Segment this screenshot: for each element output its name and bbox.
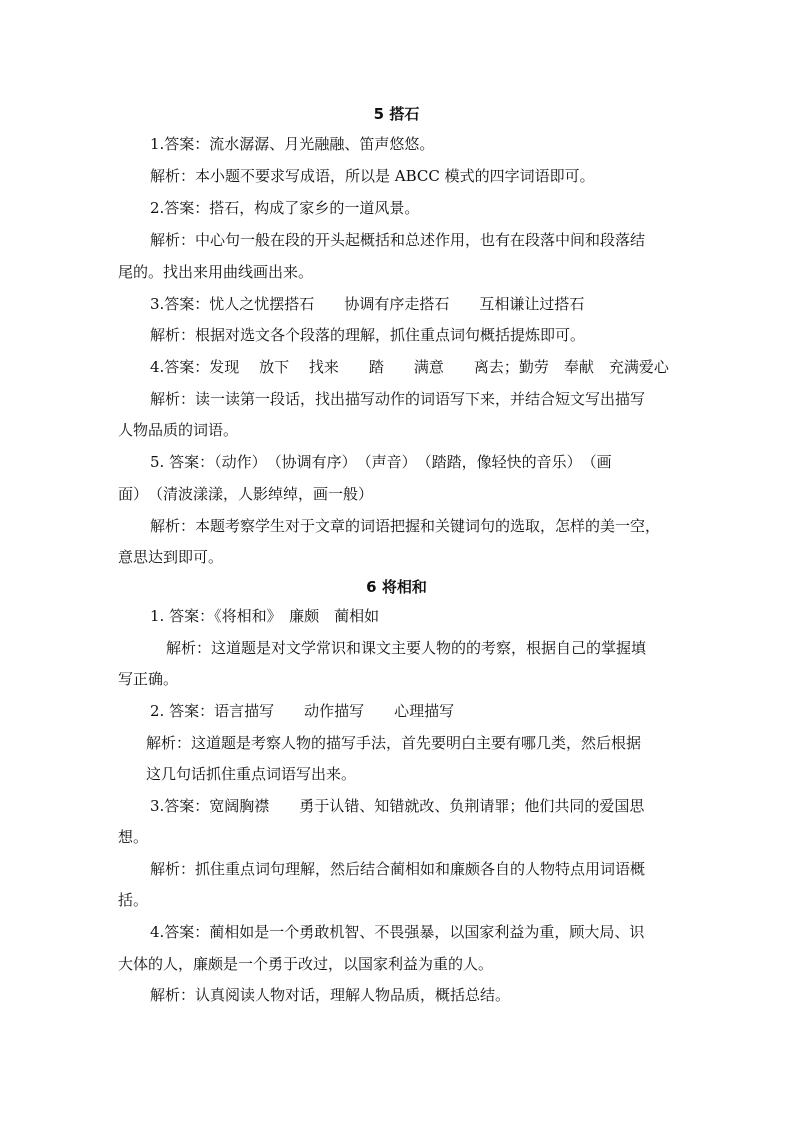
analysis-line-cont: 人物品质的词语。	[118, 421, 239, 439]
analysis-line: 解析：抓住重点词句理解，然后结合蔺相如和廉颇各自的人物特点用词语概	[150, 860, 646, 878]
answer-line: 4.答案：发现 放下 找来 踏 满意 离去；勤劳 奉献 充满爱心	[150, 358, 669, 376]
analysis-line: 解析：本题考察学生对于文章的词语把握和关键词句的选取，怎样的美一空，	[150, 517, 661, 535]
section-title: 6 将相和	[366, 578, 427, 596]
analysis-line: 解析：这道题是对文学常识和课文主要人物的的考察，根据自己的掌握填	[166, 639, 647, 657]
analysis-line-cont: 尾的。找出来用曲线画出来。	[118, 263, 314, 281]
analysis-line: 解析：根据对选文各个段落的理解，抓住重点词句概括提炼即可。	[150, 326, 586, 344]
analysis-line: 解析：这道题是考察人物的描写手法，首先要明白主要有哪几类，然后根据	[146, 734, 642, 752]
answer-line: 3.答案：宽阔胸襟 勇于认错、知错就改、负荆请罪；他们共同的爱国思	[150, 797, 645, 815]
answer-line: 5. 答案：（动作） （协调有序） （声音） （踏踏，像轻快的音乐） （画	[150, 453, 612, 471]
answer-line: 4.答案：蔺相如是一个勇敢机智、不畏强暴，以国家利益为重，顾大局、识	[150, 923, 645, 941]
analysis-line: 解析：中心句一般在段的开头起概括和总述作用，也有在段落中间和段落结	[150, 231, 646, 249]
analysis-line-cont: 这几句话抓住重点词语写出来。	[146, 765, 357, 783]
answer-line: 3.答案：忧人之忧摆搭石 协调有序走搭石 互相谦让过搭石	[150, 295, 585, 313]
answer-line: 2. 答案：语言描写 动作描写 心理描写	[150, 702, 455, 720]
answer-line-cont: 大体的人，廉颇是一个勇于改过，以国家利益为重的人。	[118, 955, 494, 973]
analysis-line: 解析：认真阅读人物对话，理解人物品质，概括总结。	[150, 986, 511, 1004]
answer-line: 1. 答案：《将相和》 廉颇 蔺相如	[150, 607, 380, 625]
section-title: 5 搭石	[373, 105, 420, 123]
analysis-line: 解析：本小题不要求写成语，所以是 ABCC 模式的四字词语即可。	[150, 167, 595, 185]
analysis-line: 解析：读一读第一段话，找出描写动作的词语写下来，并结合短文写出描写	[150, 390, 646, 408]
answer-line: 1.答案：流水潺潺、月光融融、笛声悠悠。	[150, 135, 435, 153]
answer-line-cont: 想。	[118, 828, 149, 846]
answer-line: 2.答案：搭石，构成了家乡的一道风景。	[150, 199, 420, 217]
answer-line-cont: 面） （清波漾漾，人影绰绰，画一般）	[118, 485, 374, 503]
analysis-line-cont: 意思达到即可。	[118, 548, 224, 566]
analysis-line-cont: 写正确。	[118, 670, 179, 688]
analysis-line-cont: 括。	[118, 891, 149, 909]
